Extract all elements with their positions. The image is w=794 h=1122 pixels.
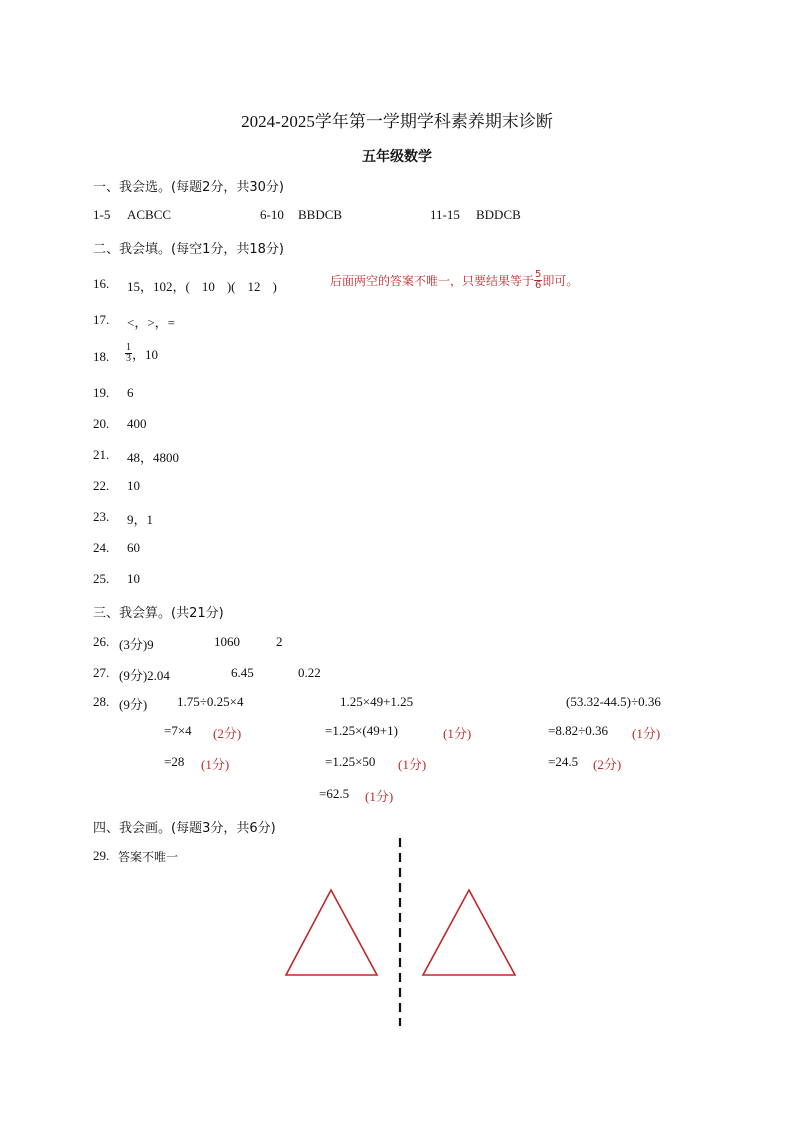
q28-col1-step2-points: (1分) xyxy=(201,757,230,772)
q29-number: 29. xyxy=(93,848,110,863)
q21-answer: 48，4800 xyxy=(127,450,180,465)
q28-col2-step2: =1.25×50 xyxy=(325,754,376,769)
q27-number: 27. xyxy=(93,665,110,680)
q28-number: 28. xyxy=(93,694,110,709)
q11-15-range: 11-15 xyxy=(430,207,460,222)
q28-col1-step1: =7×4 xyxy=(164,723,192,738)
q26-number: 26. xyxy=(93,634,110,649)
q18-frac-num: 1 xyxy=(126,342,131,353)
q16-close: ) xyxy=(272,279,277,294)
q28-col3-step1: =8.82÷0.36 xyxy=(548,723,608,738)
q16-number: 16. xyxy=(93,276,110,291)
page-title: 2024-2025学年第一学期学科素养期末诊断 xyxy=(241,112,553,131)
section-1-heading: 一、我会选。(每题2分，共30分) xyxy=(93,180,284,195)
q22-number: 22. xyxy=(93,478,110,493)
q17-number: 17. xyxy=(93,312,110,327)
q18-rest: ，10 xyxy=(132,347,159,362)
q23-number: 23. xyxy=(93,509,110,524)
q18-fraction xyxy=(125,343,132,364)
q6-10-range: 6-10 xyxy=(260,207,284,222)
section-2-heading: 二、我会填。(每空1分，共18分) xyxy=(93,242,284,257)
q28-score: (9分) xyxy=(119,697,148,712)
q18-frac-den: 3 xyxy=(126,353,131,364)
q16-note-text: 后面两空的答案不唯一，只要结果等于 xyxy=(330,274,535,288)
q16-answer xyxy=(127,276,277,295)
q17-answer: <，>，= xyxy=(127,315,175,330)
q16-note-end: 即可。 xyxy=(542,274,579,288)
q18-number: 18. xyxy=(93,349,110,364)
q28-col2-step3-points: (1分) xyxy=(365,789,394,804)
q26-answer-3: 2 xyxy=(276,634,283,649)
q27-answer-1: (9分)2.04 xyxy=(119,668,170,683)
q29-answer: 答案不唯一 xyxy=(118,850,179,864)
q21-number: 21. xyxy=(93,447,110,462)
q27-answer-3: 0.22 xyxy=(298,665,321,680)
q18-answer xyxy=(125,343,158,364)
q20-answer: 400 xyxy=(127,416,147,431)
q16-note xyxy=(330,270,578,291)
page-subtitle: 五年级数学 xyxy=(362,149,432,165)
q28-col2-step1-points: (1分) xyxy=(443,726,472,741)
q22-answer: 10 xyxy=(127,478,140,493)
q25-answer: 10 xyxy=(127,571,140,586)
section-3-heading: 三、我会算。(共21分) xyxy=(93,606,224,621)
q26-answer-1: (3分)9 xyxy=(119,637,154,652)
section-4-heading: 四、我会画。(每题3分，共6分) xyxy=(93,821,276,836)
q16-mid: )( xyxy=(226,279,236,294)
q6-10-answers: BBDCB xyxy=(298,207,343,222)
q27-answer-2: 6.45 xyxy=(231,665,254,680)
right-triangle xyxy=(423,890,515,975)
q28-col3-step2: =24.5 xyxy=(548,754,579,769)
q20-number: 20. xyxy=(93,416,110,431)
q28-col2-expr: 1.25×49+1.25 xyxy=(340,694,414,709)
q28-col2-step2-points: (1分) xyxy=(398,757,427,772)
q16-note-frac-den: 6 xyxy=(535,280,542,291)
q28-col1-step1-points: (2分) xyxy=(213,726,242,741)
q16-blank-2: 12 xyxy=(247,279,261,294)
q28-col3-step2-points: (2分) xyxy=(593,757,622,772)
q16-text: 15，102，( xyxy=(127,279,190,294)
q24-number: 24. xyxy=(93,540,110,555)
q28-col2-step3: =62.5 xyxy=(319,786,350,801)
q1-5-range: 1-5 xyxy=(93,207,111,222)
left-triangle xyxy=(286,890,377,975)
q28-col1-step2: =28 xyxy=(164,754,185,769)
q16-blank-1: 10 xyxy=(201,279,215,294)
q11-15-answers: BDDCB xyxy=(476,207,521,222)
q24-answer: 60 xyxy=(127,540,140,555)
q19-answer: 6 xyxy=(127,385,134,400)
symmetry-drawing xyxy=(270,830,530,1030)
q16-note-frac-num: 5 xyxy=(535,269,542,280)
q28-col2-step1: =1.25×(49+1) xyxy=(325,723,398,738)
q1-5-answers: ACBCC xyxy=(127,207,172,222)
q28-col3-expr: (53.32-44.5)÷0.36 xyxy=(566,694,661,709)
q23-answer: 9，1 xyxy=(127,512,154,527)
q28-col3-step1-points: (1分) xyxy=(632,726,661,741)
q28-col1-expr: 1.75÷0.25×4 xyxy=(177,694,244,709)
q26-answer-2: 1060 xyxy=(214,634,240,649)
q19-number: 19. xyxy=(93,385,110,400)
q25-number: 25. xyxy=(93,571,110,586)
